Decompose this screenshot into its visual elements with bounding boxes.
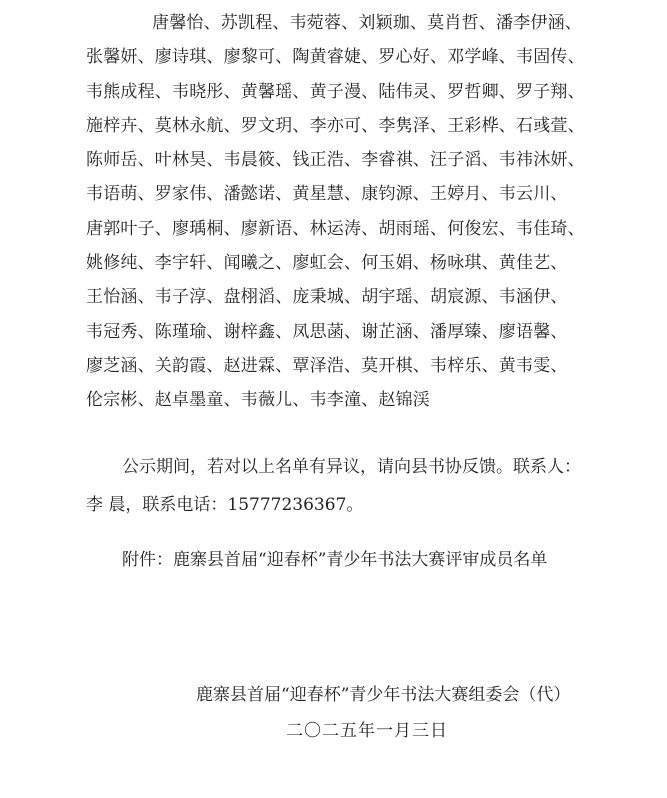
name-list-row: 施梓卉、莫林永航、罗文玥、李亦可、李隽泽、王彩桦、石彧萱、	[86, 115, 585, 136]
name-list-row: 韦熊成程、韦晓彤、黄馨瑶、黄子漫、陆伟灵、罗哲卿、罗子翔、	[86, 81, 585, 102]
name-list-row: 王怡涵、韦子淳、盘栩滔、庞秉城、胡宇瑶、胡宸源、韦涵伊、	[86, 287, 568, 308]
name-list-row: 伦宗彬、赵卓墨童、韦薇儿、韦李潼、赵锦渓	[86, 390, 430, 411]
award-name-list	[86, 6, 646, 418]
name-list-row: 唐郭叶子、廖瑀桐、廖新语、林运涛、胡雨瑶、何俊宏、韦佳琦、	[86, 218, 585, 239]
name-list-row: 韦语萌、罗家伟、潘懿诺、黄星慧、康钧源、王婷月、韦云川、	[86, 184, 568, 205]
name-list-row: 韦冠秀、陈瑾瑜、谢梓鑫、凤思菡、谢芷涵、潘厚臻、廖语馨、	[86, 321, 568, 342]
name-list-row: 唐馨怡、苏凯程、韦菀蓉、刘颖珈、莫肖哲、潘李伊涵、	[152, 13, 582, 33]
issue-date: 二〇二五年一月三日	[286, 721, 448, 741]
attachment-note: 附件：鹿寨县首届“迎春杯”青少年书法大赛评审成员名单	[122, 550, 548, 570]
name-list-row: 张馨妍、廖诗琪、廖黎可、陶黄睿婕、罗心好、邓学峰、韦固传、	[86, 47, 585, 68]
name-list-row: 廖芝涵、关韵霞、赵进霖、覃泽浩、莫开棋、韦梓乐、黄韦雯、	[86, 355, 568, 376]
contact-line: 李 晨，联系电话：15777236367。	[86, 495, 364, 515]
name-list-row: 姚修纯、李宇轩、闻曦之、廖虹会、何玉娟、杨咏琪、黄佳艺、	[86, 253, 568, 274]
issuer-signature: 鹿寨县首届“迎春杯”青少年书法大赛组委会（代）	[196, 685, 571, 705]
notice-line: 公示期间，若对以上名单有异议，请向县书协反馈。联系人：	[122, 457, 581, 477]
objection-notice	[86, 448, 626, 524]
name-list-row: 陈师岳、叶林昊、韦晨筱、钱正浩、李睿祺、汪子滔、韦祎沐妍、	[86, 150, 585, 171]
